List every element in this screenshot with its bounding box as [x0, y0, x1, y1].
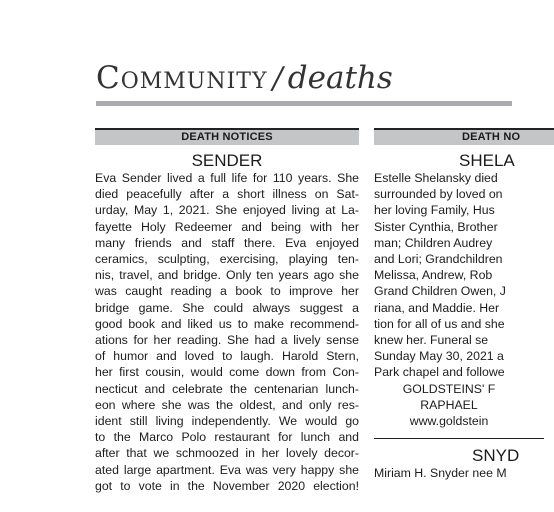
text-line: was caught reading a book to improve her — [95, 284, 359, 299]
text-line: ident still living independently. We would go — [95, 414, 359, 429]
text-line: riana, and Maddie. Her — [374, 300, 500, 315]
text-line: to the Marco Polo restaurant for lunch and — [95, 430, 359, 445]
text-line: GOLDSTEINS' F — [402, 381, 496, 396]
text-line: surrounded by loved on — [374, 187, 503, 202]
obituary-body-right — [374, 170, 554, 381]
text-line: bridge game. She could always suggest a — [95, 300, 359, 315]
obituary-name-right: SHELA — [459, 151, 515, 170]
text-line: ated large apartment. Eva was very happy she — [95, 462, 359, 477]
text-line: Sunday May 30, 2021 a — [374, 349, 504, 364]
text-line: nis, travel, and bridge. Only ten years ago she — [95, 268, 359, 283]
death-notices-bar: DEATH NOTICES — [95, 128, 359, 145]
text-line: Sister Cynthia, Brother — [374, 219, 498, 234]
text-line: Grand Children Owen, J — [374, 284, 506, 299]
text-line: good book and liked us to make recommend- — [95, 316, 359, 331]
section-title: Community — [96, 60, 268, 96]
text-line: eon where she was the oldest, and only res- — [95, 397, 359, 412]
text-line: died peacefully after a short illness on Sat- — [95, 187, 359, 202]
column-right — [374, 128, 554, 481]
obituary-body — [95, 170, 359, 494]
masthead-rule — [96, 101, 512, 106]
text-line: www.goldstein — [409, 414, 489, 429]
text-line: man; Children Audrey — [374, 235, 493, 250]
text-line: many friends and staff there. Eva enjoyed — [95, 235, 359, 250]
text-line: Melissa, Andrew, Rob — [374, 268, 493, 283]
text-line: Estelle Shelansky died — [374, 171, 498, 185]
death-notices-bar-right: DEATH NO — [374, 128, 554, 145]
text-line: her first cousin, would come down from Con- — [95, 365, 359, 380]
obituary-name: SENDER — [191, 151, 263, 170]
text-line: RAPHAEL — [420, 397, 478, 412]
text-line: tion for all of us and she — [374, 316, 505, 331]
text-line: after that we schmoozed in her lovely decor- — [95, 446, 359, 461]
text-line: necticut and celebrate the centenarian lunch- — [95, 381, 359, 396]
text-line: knew her. Funeral se — [374, 333, 489, 348]
text-line: her loving Family, Hus — [374, 203, 495, 218]
text-line: got to vote in the November 2020 election! — [95, 478, 359, 493]
text-line: Eva Sender lived a full life for 110 years. She — [95, 171, 359, 185]
obituary-name-second: SNYD — [472, 446, 520, 466]
text-line: urday, May 1, 2021. She enjoyed living at La- — [95, 203, 359, 218]
section-divider: / — [272, 61, 283, 96]
text-line: ations for her reading. She had a lively sense — [95, 333, 359, 348]
section-masthead — [96, 60, 393, 96]
text-line: fayette Holy Redeemer and being with her — [95, 219, 359, 234]
funeral-home-credit — [374, 381, 554, 430]
text-line: of humor and loved to laugh. Harold Stern, — [95, 349, 359, 364]
text-line: Park chapel and followe — [374, 365, 505, 380]
column-left — [95, 128, 359, 494]
text-line: ceramics, sculpting, exercising, playing ten- — [95, 252, 359, 267]
obituary-body-second — [374, 465, 554, 481]
text-line: and Lori; Grandchildren — [374, 252, 503, 267]
notice-divider — [374, 438, 544, 439]
section-subtitle: deaths — [287, 60, 393, 96]
text-line: Miriam H. Snyder nee M — [374, 466, 507, 481]
